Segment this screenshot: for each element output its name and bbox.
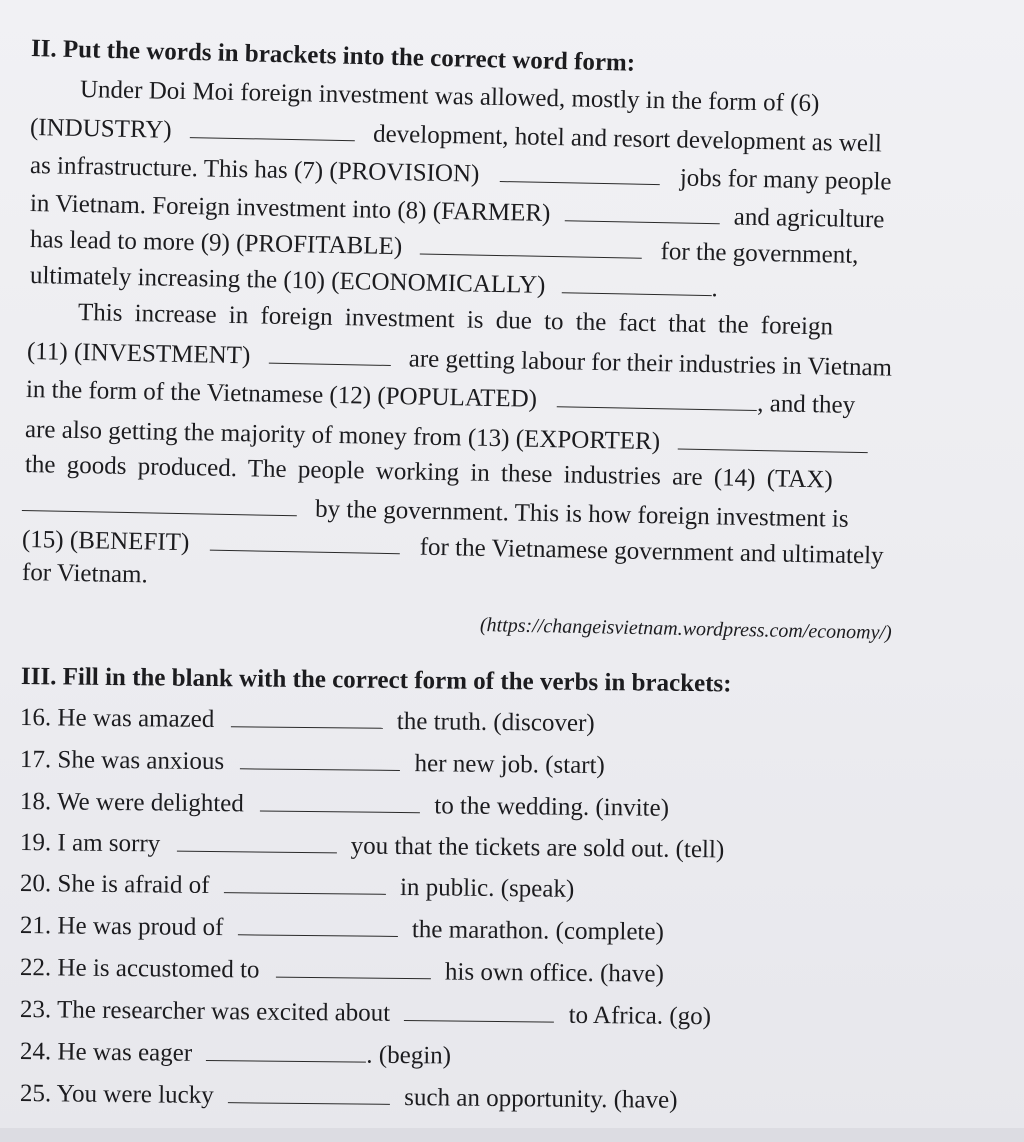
item-prompt: 20. She is afraid of xyxy=(19,870,210,899)
answer-blank[interactable] xyxy=(240,746,400,771)
paragraph-text: are getting labour for their industries in Vietnam xyxy=(408,345,893,382)
prompt-word: (11) (INVESTMENT) xyxy=(26,338,251,370)
item-prompt: 21. He was proud of xyxy=(19,912,224,942)
answer-blank[interactable] xyxy=(276,955,431,980)
answer-blank[interactable] xyxy=(224,870,386,895)
answer-blank[interactable] xyxy=(228,1080,390,1105)
answer-blank[interactable] xyxy=(238,912,398,937)
item-prompt: 22. He is accustomed to xyxy=(19,954,260,984)
answer-blank[interactable] xyxy=(176,829,336,854)
answer-blank[interactable] xyxy=(22,488,297,516)
answer-blank[interactable] xyxy=(678,427,868,454)
paragraph-line: the goods produced. The people working in these industries are (14) (TAX) xyxy=(24,451,834,494)
prompt-word: (15) (BENEFIT) xyxy=(21,526,190,557)
paragraph-line: Under Doi Moi foreign investment was allowed, mostly in the form of (6) xyxy=(79,76,820,118)
exercise-item xyxy=(20,786,669,824)
item-hint: his own office. (have) xyxy=(444,958,665,988)
paragraph-line-group: ultimately increasing the (10) (ECONOMICALLY) . xyxy=(29,262,719,303)
answer-blank[interactable] xyxy=(190,115,355,141)
exercise-item xyxy=(20,827,725,865)
paragraph-text: jobs for many people xyxy=(679,164,892,196)
answer-blank[interactable] xyxy=(268,341,390,366)
page-bottom-edge xyxy=(0,1128,1024,1142)
item-hint: the truth. (discover) xyxy=(396,707,595,738)
answer-blank[interactable] xyxy=(499,159,659,185)
item-prompt: 17. She was anxious xyxy=(19,746,225,776)
paragraph-text: for the Vietnamese government and ultimately xyxy=(419,533,884,570)
paragraph-line: This increase in foreign investment is due to the fact that the foreign xyxy=(77,299,834,341)
source-url: (https://changeisvietnam.wordpress.com/economy/) xyxy=(479,614,892,644)
exercise-item xyxy=(20,952,664,990)
item-hint: to the wedding. (invite) xyxy=(434,792,670,822)
item-hint: . (begin) xyxy=(366,1041,452,1070)
answer-blank[interactable] xyxy=(561,270,711,296)
answer-blank[interactable] xyxy=(557,384,757,411)
item-prompt: 19. I am sorry xyxy=(19,829,161,858)
item-prompt: 25. You were lucky xyxy=(19,1080,214,1110)
answer-blank[interactable] xyxy=(260,789,420,814)
item-hint: to Africa. (go) xyxy=(568,1001,712,1031)
paragraph-text: in Vietnam. Foreign investment into (8) (FARMER) xyxy=(29,190,551,227)
paragraph-text: in the form of the Vietnamese (12) (POPULATED) xyxy=(25,376,538,413)
item-hint: such an opportunity. (have) xyxy=(404,1084,678,1114)
answer-blank[interactable] xyxy=(420,231,642,258)
item-prompt: 24. He was eager xyxy=(19,1038,193,1067)
item-prompt: 18. We were delighted xyxy=(19,788,244,818)
paragraph-text: , and they xyxy=(756,390,856,419)
section-2-heading: II. Put the words in brackets into the correct word form: xyxy=(30,35,636,77)
paragraph-text: and agriculture xyxy=(733,203,885,234)
exercise-item xyxy=(20,1078,678,1116)
answer-blank[interactable] xyxy=(231,704,383,729)
answer-blank[interactable] xyxy=(206,1038,366,1063)
paragraph-line-group xyxy=(26,374,856,421)
exercise-item xyxy=(20,910,664,948)
exercise-item xyxy=(20,1036,451,1072)
item-hint: her new job. (start) xyxy=(414,750,605,780)
exercise-item xyxy=(20,702,595,739)
exercise-item xyxy=(20,744,605,781)
item-prompt: 23. The researcher was excited about xyxy=(19,996,391,1027)
exercise-item xyxy=(20,994,711,1032)
item-hint: the marathon. (complete) xyxy=(411,916,665,946)
paragraph-text: by the government. This is how foreign investment is xyxy=(314,495,849,533)
paragraph-text: development, hotel and resort development as well xyxy=(372,120,883,158)
paragraph-text: ultimately increasing the (10) (ECONOMICALLY) xyxy=(29,262,546,299)
paragraph-line: for Vietnam. xyxy=(21,559,149,589)
prompt-word: (INDUSTRY) xyxy=(29,114,172,144)
item-hint: you that the tickets are sold out. (tell) xyxy=(350,832,725,864)
answer-blank[interactable] xyxy=(404,998,554,1023)
paragraph-text: as infrastructure. This has (7) (PROVISION) xyxy=(29,152,480,188)
paragraph-text: for the government, xyxy=(660,238,859,269)
exercise-item xyxy=(20,868,575,905)
paragraph-text: are also getting the majority of money from (13) (EXPORTER) xyxy=(24,416,661,456)
paragraph-text: has lead to more (9) (PROFITABLE) xyxy=(29,226,403,261)
item-prompt: 16. He was amazed xyxy=(19,704,215,734)
section-3-heading: III. Fill in the blank with the correct form of the verbs in brackets: xyxy=(20,663,732,698)
answer-blank[interactable] xyxy=(209,528,399,555)
item-hint: in public. (speak) xyxy=(399,873,575,903)
answer-blank[interactable] xyxy=(564,198,719,224)
